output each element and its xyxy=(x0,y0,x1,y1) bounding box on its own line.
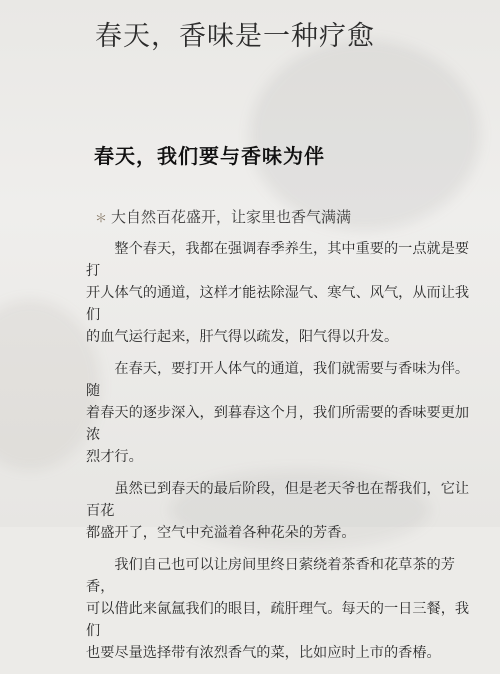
subheading xyxy=(95,206,351,227)
paragraph: 整个春天，我都在强调春季养生，其中重要的一点就是要打 开人体气的通道，这样才能祛除湿气、寒气、风气，从而让我们 的血气运行起来，肝气得以疏发，阳气得以升发。 xyxy=(86,241,470,345)
body-text xyxy=(86,238,476,674)
bullet-icon: ＊ xyxy=(95,211,108,225)
bleed-through-shadow xyxy=(0,300,100,470)
paragraph: 我们自己也可以让房间里终日萦绕着茶香和花草茶的芳香， 可以借此来氤氲我们的眼目，疏肝理气。每天的一日三餐，我们 也要尽量选择带有浓烈香气的菜，比如应时上市的香椿。 xyxy=(86,557,470,661)
section-title: 春天，我们要与香味为伴 xyxy=(94,144,325,168)
bleed-through-shadow xyxy=(250,40,480,230)
paragraph: 在春天，要打开人体气的通道，我们就需要与香味为伴。随 着春天的逐步深入，到暮春这个月，我们所需要的香味要更加浓 烈才行。 xyxy=(86,361,470,465)
paragraph: 虽然已到春天的最后阶段，但是老天爷也在帮我们，它让百花 都盛开了，空气中充溢着各种花朵的芳香。 xyxy=(86,481,470,541)
chapter-title: 春天，香味是一种疗愈 xyxy=(95,21,375,52)
subheading-text: 大自然百花盛开，让家里也香气满满 xyxy=(111,208,352,226)
